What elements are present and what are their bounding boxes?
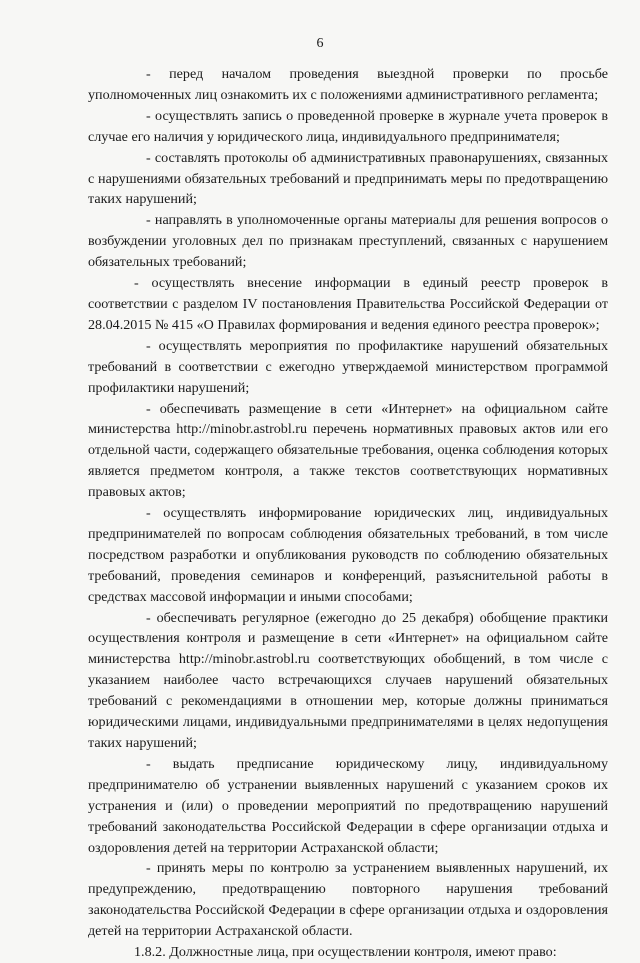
paragraph: - осуществлять мероприятия по профилактике нарушений обязательных требований в соответствии с ежегодно утверждаемой министерством программой профилактики нарушений; [88,337,608,396]
paragraph: - направлять в уполномоченные органы материалы для решения вопросов о возбуждении уголовных дел по признакам преступлений, связанных с нарушением обязательных требований; [88,212,608,271]
paragraph: - составлять протоколы об административных правонарушениях, связанных с нарушениями обязательных требований и предпринимать меры по предотвращению таких нарушений; [88,149,608,208]
paragraph: - обеспечивать размещение в сети «Интернет» на официальном сайте министерства http://minobr.astrobl.ru перечень нормативных правовых актов или его отдельной части, содержащего обязательные требования, оценка соблюдения которых является предметом контроля, а также текстов соответствующих нормативных правовых актов; [88,400,608,501]
paragraph: - перед началом проведения выездной проверки по просьбе уполномоченных лиц ознакомить их с положениями административного регламента; [88,66,608,103]
paragraph: - принять меры по контролю за устранением выявленных нарушений, их предупреждению, предотвращению повторного нарушения требований законодательства Российской Федерации в сфере организации отдыха и оздоровления детей на территории Астраханской области. [88,860,608,940]
page-number: 6 [316,36,324,51]
document-body [88,64,608,963]
paragraph: - осуществлять информирование юридических лиц, индивидуальных предпринимателей по вопросам соблюдения обязательных требований, в том числе посредством разработки и опубликования руководств по соблюдению обязательных требований, проведения семинаров и конференций, разъяснительной работы в средствах массовой информации и иными способами; [88,505,608,605]
paragraph: - осуществлять внесение информации в единый реестр проверок в соответствии с разделом IV постановления Правительства Российской Федерации от 28.04.2015 № 415 «О Правилах формирования и ведения единого реестра проверок»; [88,275,608,333]
paragraph: - обеспечивать регулярное (ежегодно до 25 декабря) обобщение практики осуществления контроля и размещение в сети «Интернет» на официальном сайте министерства http://minobr.astrobl.ru соответствующих обобщений, в том числе с указанием наиболее часто встречающихся случаев нарушений обязательных требований с рекомендациями в отношении мер, которые должны приниматься юридическими лицами, индивидуальными предпринимателями в целях недопущения таких нарушений; [88,609,608,751]
paragraph: - осуществлять запись о проведенной проверке в журнале учета проверок в случае его наличия у юридического лица, индивидуального предпринимателя; [88,107,608,145]
paragraph: - выдать предписание юридическому лицу, индивидуальному предпринимателю об устранении выявленных нарушений с указанием сроков их устранения и (или) о проведении мероприятий по предотвращению нарушений требований законодательства Российской Федерации в сфере организации отдыха и оздоровления детей на территории Астраханской области; [88,755,608,856]
section-heading: 1.8.2. Должностные лица, при осуществлении контроля, имеют право: [134,944,557,961]
